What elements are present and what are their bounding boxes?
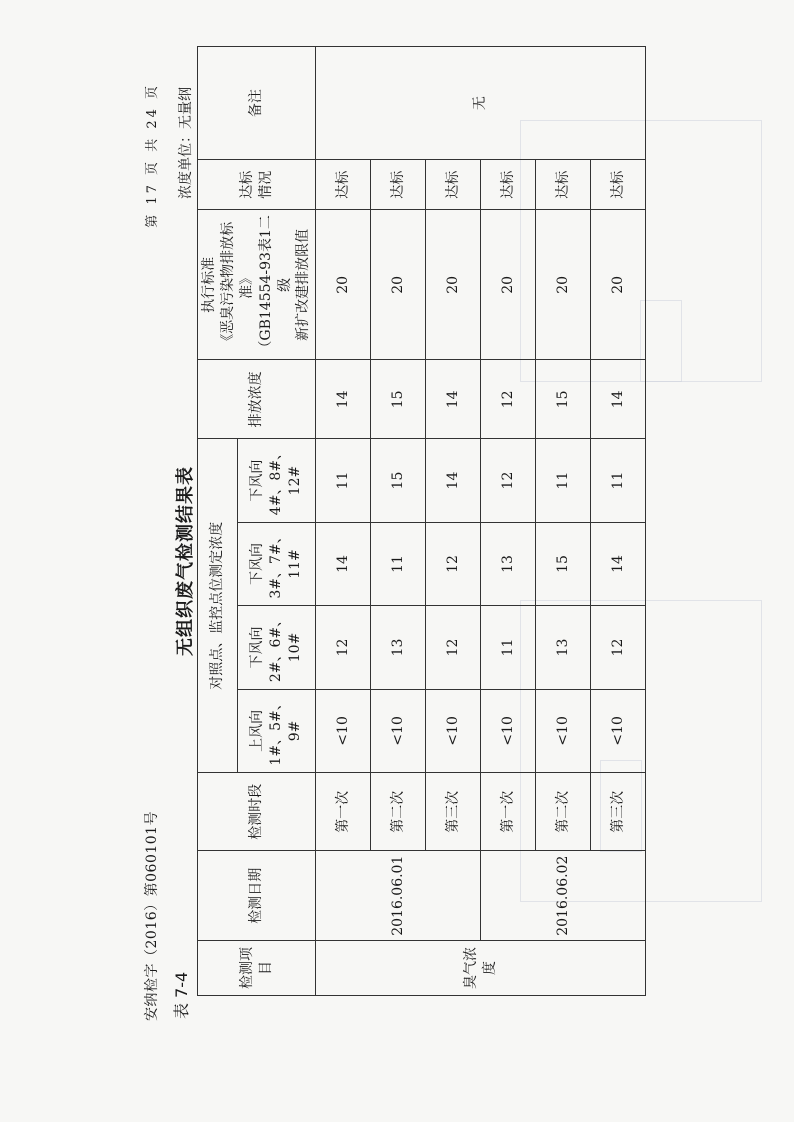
standard-line: 执行标准	[201, 256, 217, 313]
standard-line: （GB14554-93表1二级	[257, 215, 293, 355]
point-ids: 4#、8#、12#	[268, 445, 304, 516]
cell-value: 15	[536, 522, 591, 605]
results-table	[197, 46, 646, 996]
cell-value: 14	[591, 522, 646, 605]
cell-value: 11	[536, 439, 591, 522]
col-point-3	[237, 522, 316, 605]
header-row	[198, 47, 238, 996]
cell-value: <10	[591, 689, 646, 772]
status-line: 达标	[238, 170, 255, 199]
status-line: 情况	[257, 170, 274, 199]
cell-value: <10	[316, 689, 371, 772]
cell-value: 14	[316, 522, 371, 605]
cell-status: 达标	[481, 160, 536, 210]
cell-period: 第三次	[426, 773, 481, 851]
cell-limit: 20	[536, 210, 591, 360]
table-number: 表 7-4	[172, 971, 191, 1019]
col-points-group: 对照点、监控点位测定浓度	[198, 439, 238, 773]
cell-value: 11	[481, 606, 536, 689]
cell-period: 第一次	[316, 773, 371, 851]
col-item: 检测项目	[198, 940, 316, 995]
rotated-page	[97, 51, 697, 1071]
col-point-2	[237, 606, 316, 689]
cell-emission: 15	[536, 360, 591, 439]
cell-period: 第三次	[591, 773, 646, 851]
page-number: 第 17 页 共 24 页	[145, 83, 160, 228]
cell-value: 15	[371, 439, 426, 522]
col-standard	[198, 210, 316, 360]
cell-value: 13	[481, 522, 536, 605]
cell-value: <10	[481, 689, 536, 772]
cell-limit: 20	[426, 210, 481, 360]
cell-emission: 14	[426, 360, 481, 439]
table-row	[316, 47, 371, 996]
table-row	[481, 47, 536, 996]
cell-limit: 20	[371, 210, 426, 360]
col-date: 检测日期	[198, 851, 316, 941]
cell-period: 第二次	[536, 773, 591, 851]
cell-status: 达标	[371, 160, 426, 210]
point-direction: 下风向	[249, 459, 266, 502]
cell-status: 达标	[536, 160, 591, 210]
cell-value: <10	[536, 689, 591, 772]
point-ids: 2#、6#、10#	[268, 612, 304, 683]
cell-status: 达标	[426, 160, 481, 210]
cell-value: 11	[316, 439, 371, 522]
cell-emission: 12	[481, 360, 536, 439]
cell-value: 13	[371, 606, 426, 689]
point-ids: 1#、5#、9#	[268, 696, 304, 766]
col-emission: 排放浓度	[198, 360, 316, 439]
cell-value: 11	[371, 522, 426, 605]
col-remark: 备注	[198, 47, 316, 160]
col-point-4	[237, 439, 316, 522]
table-title: 无组织废气检测结果表	[175, 466, 196, 656]
cell-value: 14	[426, 439, 481, 522]
cell-value: 12	[316, 606, 371, 689]
concentration-unit: 浓度单位：无量纲	[178, 87, 194, 199]
cell-date: 2016.06.01	[316, 851, 481, 941]
cell-date: 2016.06.02	[481, 851, 646, 941]
col-status	[198, 160, 316, 210]
cell-period: 第二次	[371, 773, 426, 851]
standard-line: 新扩改建排放限值	[295, 228, 312, 341]
cell-limit: 20	[591, 210, 646, 360]
cell-emission: 15	[371, 360, 426, 439]
col-point-1	[237, 689, 316, 772]
report-number: 安纳检字（2016）第060101号	[144, 810, 160, 1021]
cell-value: 12	[426, 606, 481, 689]
cell-emission: 14	[316, 360, 371, 439]
cell-status: 达标	[591, 160, 646, 210]
cell-remark: 无	[316, 47, 646, 160]
cell-value: 12	[481, 439, 536, 522]
point-direction: 下风向	[249, 543, 266, 586]
cell-status: 达标	[316, 160, 371, 210]
cell-value: <10	[371, 689, 426, 772]
point-direction: 下风向	[249, 626, 266, 669]
point-ids: 3#、7#、11#	[268, 529, 304, 599]
col-period: 检测时段	[198, 773, 316, 851]
cell-value: 12	[426, 522, 481, 605]
cell-value: 13	[536, 606, 591, 689]
cell-value: 11	[591, 439, 646, 522]
cell-item: 臭气浓度	[316, 940, 646, 995]
cell-emission: 14	[591, 360, 646, 439]
point-direction: 上风向	[249, 709, 266, 752]
cell-value: 12	[591, 606, 646, 689]
cell-limit: 20	[481, 210, 536, 360]
cell-period: 第一次	[481, 773, 536, 851]
standard-line: 《恶臭污染物排放标准》	[219, 221, 255, 348]
cell-value: <10	[426, 689, 481, 772]
cell-limit: 20	[316, 210, 371, 360]
